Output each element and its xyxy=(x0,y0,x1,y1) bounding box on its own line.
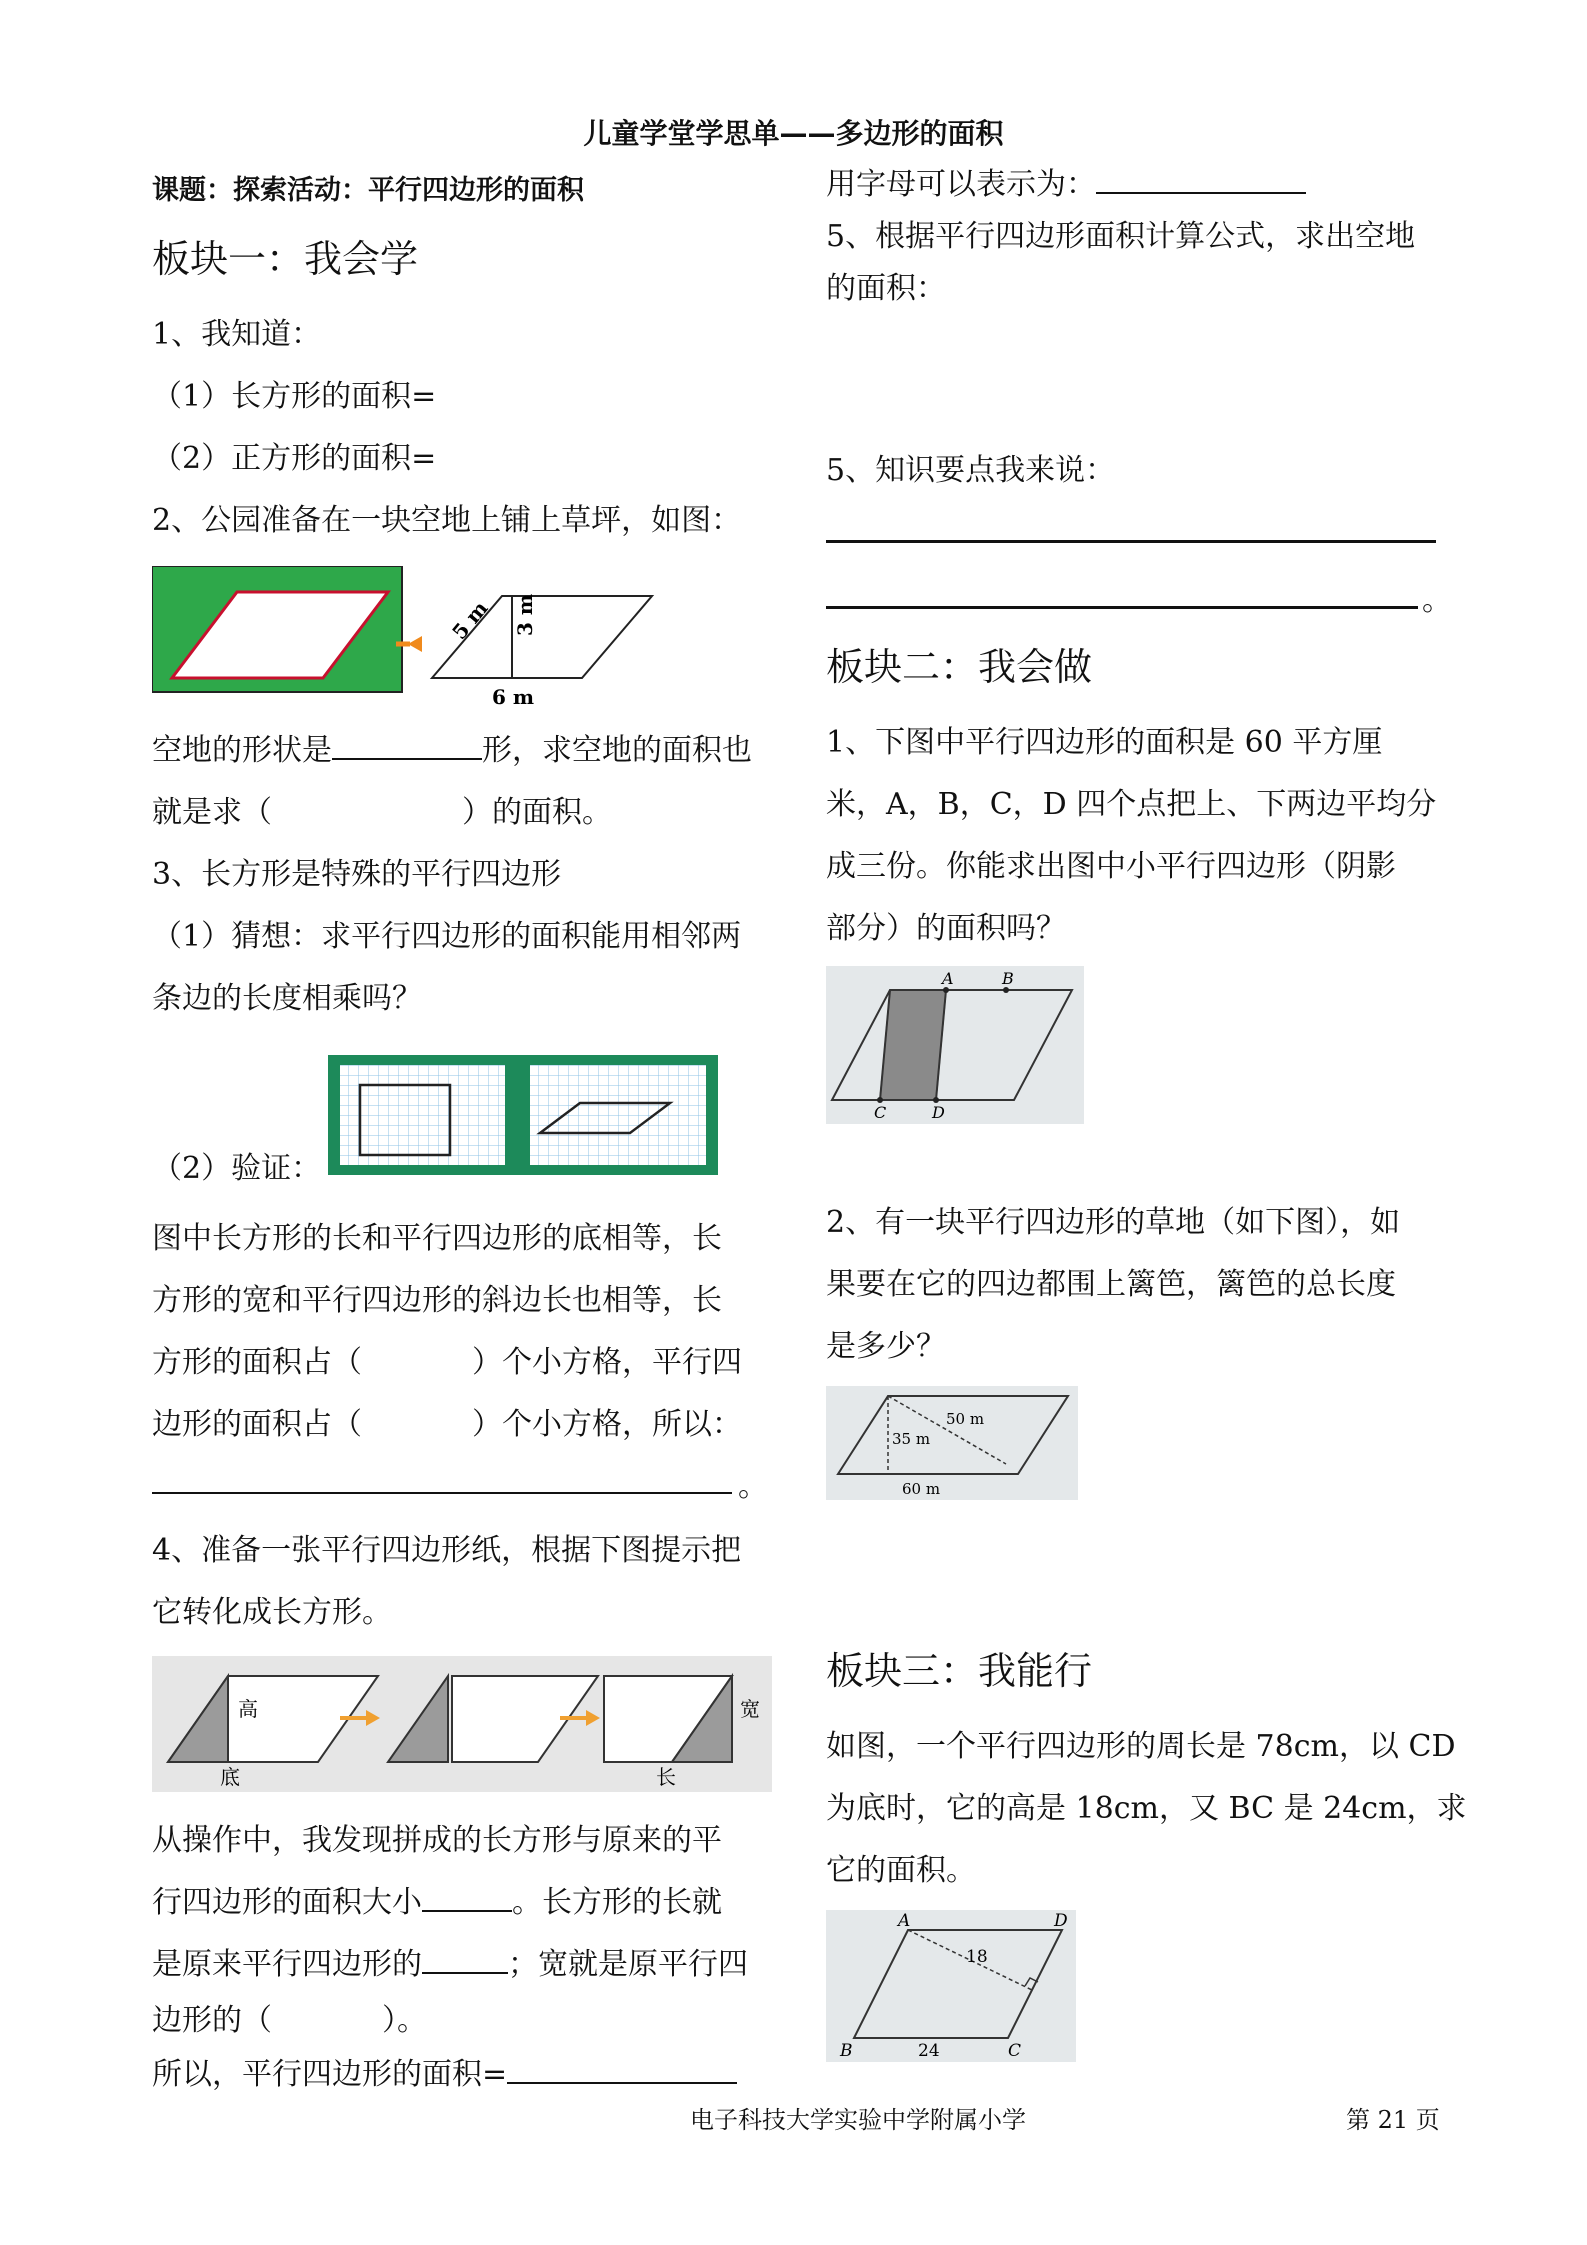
svg-text:长: 长 xyxy=(656,1765,676,1789)
ex1-figure xyxy=(826,966,1084,1124)
q3-para-4: 边形的面积占（ ）个小方格，所以： xyxy=(152,1407,742,1442)
section-heading-1: 板块一：我会学 xyxy=(152,237,419,281)
q4-para-1: 从操作中，我发现拼成的长方形与原来的平 xyxy=(152,1823,722,1858)
section-heading-2: 板块二：我会做 xyxy=(826,645,1093,689)
svg-text:宽: 宽 xyxy=(740,1697,760,1721)
q4-para-4: 边形的（ ）。 xyxy=(152,2003,427,2038)
footer-school: 电子科技大学实验中学附属小学 xyxy=(690,2106,1026,2134)
q5-line2: 的面积： xyxy=(826,271,946,306)
q3a-line1: （1）猜想：求平行四边形的面积能用相邻两 xyxy=(152,919,742,954)
q4-para-3: 是原来平行四边形的 ；宽就是原平行四 xyxy=(152,1934,748,1996)
svg-text:高: 高 xyxy=(238,1697,258,1721)
arrow-icon xyxy=(408,636,422,652)
svg-text:B: B xyxy=(1002,969,1014,988)
q4-line2: 它转化成长方形。 xyxy=(152,1595,392,1630)
q4-line1: 4、准备一张平行四边形纸，根据下图提示把 xyxy=(152,1533,742,1568)
question-1b: （2）正方形的面积= xyxy=(152,441,437,476)
q3b-label: （2）验证： xyxy=(152,1151,322,1186)
svg-text:D: D xyxy=(932,1103,945,1122)
ex2-line1: 2、有一块平行四边形的草地（如下图），如 xyxy=(826,1205,1401,1240)
q2-line1: 空地的形状是 形，求空地的面积也 xyxy=(152,720,752,782)
ex1-line3: 成三份。你能求出图中小平行四边形（阴影 xyxy=(826,849,1396,884)
question-1a: （1）长方形的面积= xyxy=(152,379,437,414)
svg-text:C: C xyxy=(1008,2041,1022,2061)
knowledge-line-1[interactable] xyxy=(826,540,1436,543)
ex3-line2: 为底时，它的高是 18cm，又 BC 是 24cm，求 xyxy=(826,1791,1467,1826)
svg-text:18: 18 xyxy=(966,1947,988,1967)
ex3-figure xyxy=(826,1910,1076,2062)
q3-para-3: 方形的面积占（ ）个小方格，平行四 xyxy=(152,1345,742,1380)
q4-para-5: 所以，平行四边形的面积= xyxy=(152,2044,737,2106)
knowledge-line-2[interactable] xyxy=(826,606,1418,609)
svg-text:35 m: 35 m xyxy=(892,1430,931,1448)
q4-para-2: 行四边形的面积大小 。长方形的长就 xyxy=(152,1872,722,1934)
svg-text:A: A xyxy=(898,1911,911,1931)
ex1-line2: 米，A，B，C，D 四个点把上、下两边平均分 xyxy=(826,787,1437,822)
slant-label: 5 m xyxy=(447,596,493,645)
ex2-line2: 果要在它的四边都围上篱笆，篱笆的总长度 xyxy=(826,1267,1396,1302)
svg-text:50 m: 50 m xyxy=(946,1410,985,1428)
page-title: 儿童学堂学思单——多边形的面积 xyxy=(583,117,1004,150)
q2-line2: 就是求（ ）的面积。 xyxy=(152,795,612,830)
svg-text:B: B xyxy=(840,2041,853,2061)
transform-figure xyxy=(152,1656,772,1792)
base-label: 6 m xyxy=(492,685,535,709)
ex1-line1: 1、下图中平行四边形的面积是 60 平方厘 xyxy=(826,725,1383,760)
ex3-line3: 它的面积。 xyxy=(826,1853,976,1888)
answer-line[interactable] xyxy=(152,1492,732,1494)
height-label: 3 m xyxy=(513,593,537,636)
section-heading-3: 板块三：我能行 xyxy=(826,1649,1093,1693)
ex2-line3: 是多少？ xyxy=(826,1329,946,1364)
svg-text:A: A xyxy=(942,969,954,988)
q3-para-1: 图中长方形的长和平行四边形的底相等，长 xyxy=(152,1221,722,1256)
svg-text:24: 24 xyxy=(918,2041,940,2061)
q3-para-2: 方形的宽和平行四边形的斜边长也相等，长 xyxy=(152,1283,722,1318)
letters-line: 用字母可以表示为： xyxy=(826,154,1306,216)
lawn-figure xyxy=(152,566,692,710)
shape-blank[interactable] xyxy=(332,728,482,760)
footer-page-number: 第 21 页 xyxy=(1346,2106,1440,2134)
q3a-line2: 条边的长度相乘吗？ xyxy=(152,981,422,1016)
question-1: 1、我知道： xyxy=(152,317,322,352)
q5b: 5、知识要点我来说： xyxy=(826,453,1116,488)
q5-line1: 5、根据平行四边形面积计算公式，求出空地 xyxy=(826,219,1416,254)
svg-text:底: 底 xyxy=(220,1765,240,1789)
grid-figure xyxy=(328,1055,718,1175)
ex3-line1: 如图，一个平行四边形的周长是 78cm，以 CD xyxy=(826,1729,1456,1764)
question-3: 3、长方形是特殊的平行四边形 xyxy=(152,857,562,892)
svg-text:60 m: 60 m xyxy=(902,1480,941,1498)
ex2-figure xyxy=(826,1386,1078,1500)
svg-text:C: C xyxy=(874,1103,887,1122)
ex1-line4: 部分）的面积吗？ xyxy=(826,911,1066,946)
lesson-topic: 课题：探索活动：平行四边形的面积 xyxy=(152,175,584,206)
svg-text:D: D xyxy=(1054,1911,1068,1931)
question-2: 2、公园准备在一块空地上铺上草坪，如图： xyxy=(152,503,742,538)
